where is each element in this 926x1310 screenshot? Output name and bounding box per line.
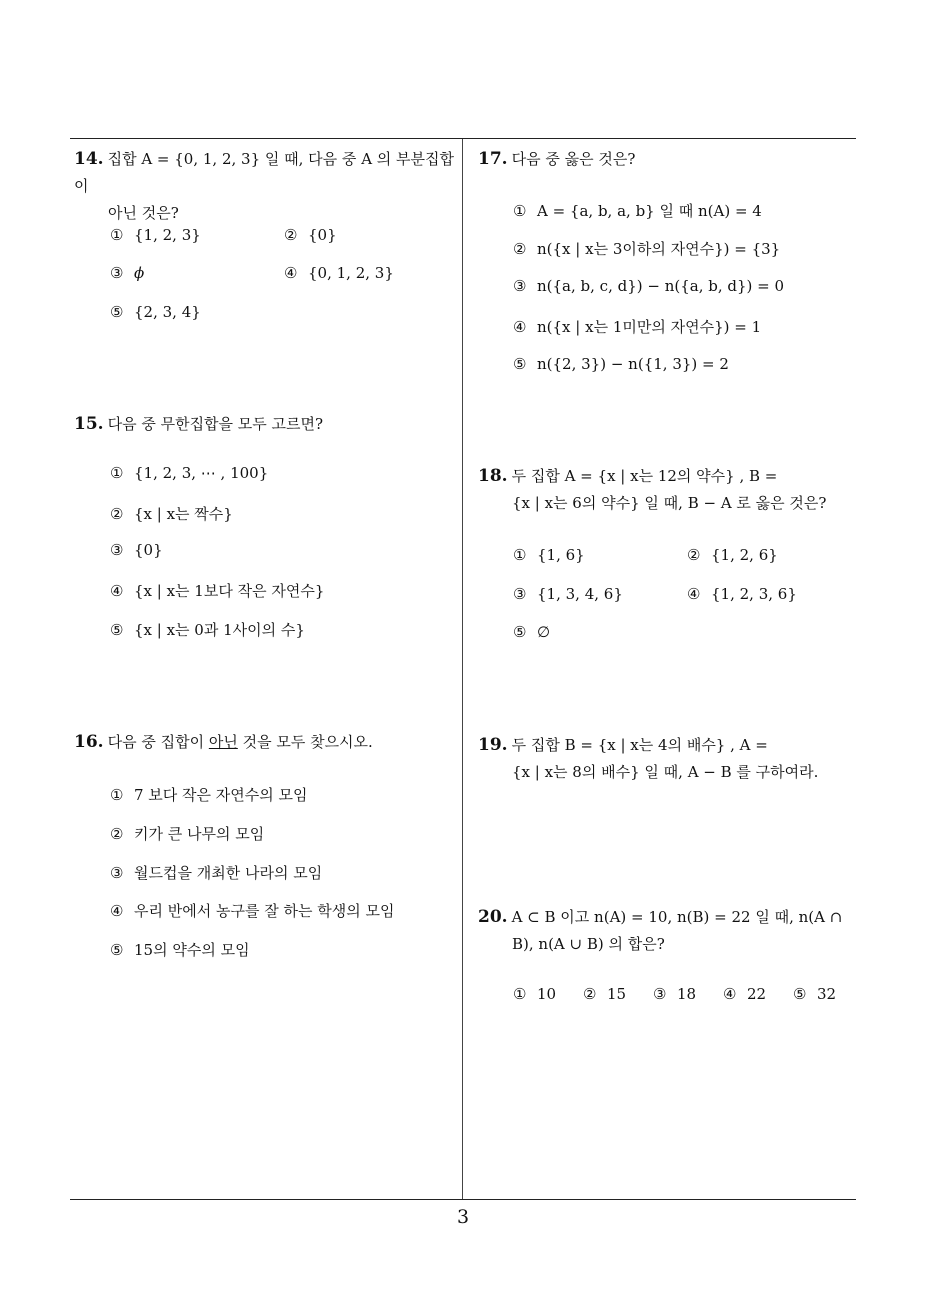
option-mark: ③ — [110, 541, 124, 559]
question-text: 집합 A = {0, 1, 2, 3} 일 때, 다음 중 A 의 부분집합이 — [74, 150, 455, 195]
question-text: 다음 중 집합이 — [107, 733, 209, 751]
question-text-continued: {x | x는 6의 약수} 일 때, B − A 로 옳은 것은? — [512, 494, 827, 512]
option-mark: ① — [513, 985, 527, 1003]
option-mark: ⑤ — [110, 621, 124, 639]
top-rule — [70, 138, 856, 139]
option-1[interactable] — [110, 784, 308, 805]
option-mark: ② — [284, 226, 298, 244]
option-mark: ② — [110, 825, 124, 843]
option-text: n({x | x는 3이하의 자연수}) = {3} — [537, 240, 781, 258]
option-1[interactable] — [110, 226, 201, 244]
option-text: {1, 3, 4, 6} — [537, 585, 623, 603]
option-mark: ② — [687, 546, 701, 564]
option-2[interactable] — [583, 985, 626, 1003]
option-mark: ④ — [284, 264, 298, 282]
question-number: 20. — [478, 907, 508, 927]
option-mark: ③ — [513, 585, 527, 603]
option-mark: ① — [513, 202, 527, 220]
option-3[interactable] — [110, 541, 163, 559]
option-4[interactable] — [284, 264, 394, 282]
option-mark: ② — [110, 505, 124, 523]
underlined-word: 아닌 — [208, 733, 238, 751]
question-number: 19. — [478, 735, 508, 755]
option-4[interactable] — [513, 316, 761, 337]
question-text-continued: 아닌 것은? — [108, 204, 179, 222]
option-mark: ③ — [513, 277, 527, 295]
question-16 — [74, 729, 458, 756]
option-mark: ③ — [110, 264, 124, 282]
option-text: {1, 2, 3, ⋯ , 100} — [134, 464, 269, 482]
question-text: 다음 중 옳은 것은? — [511, 150, 636, 168]
option-text: 22 — [747, 985, 767, 1003]
question-text: A ⊂ B 이고 n(A) = 10, n(B) = 22 일 때, n(A ∩ — [511, 908, 843, 926]
option-2[interactable] — [110, 503, 233, 524]
option-text: {1, 2, 3, 6} — [711, 585, 797, 603]
question-16-stem — [74, 729, 458, 756]
question-text: 다음 중 무한집합을 모두 고르면? — [107, 415, 324, 433]
question-text-continued: {x | x는 8의 배수} 일 때, A − B 를 구하여라. — [512, 763, 819, 781]
page-number: 3 — [456, 1206, 470, 1228]
option-text: {x | x는 짝수} — [134, 505, 233, 523]
option-mark: ⑤ — [513, 623, 527, 641]
option-4[interactable] — [110, 900, 394, 921]
option-mark: ⑤ — [793, 985, 807, 1003]
option-4[interactable] — [110, 580, 324, 601]
question-20 — [478, 904, 858, 958]
option-text: 32 — [817, 985, 837, 1003]
option-mark: ③ — [653, 985, 667, 1003]
option-text: {x | x는 0과 1사이의 수} — [134, 621, 305, 639]
question-19-stem — [478, 732, 858, 786]
option-5[interactable] — [513, 355, 729, 373]
question-text: 두 집합 B = {x | x는 4의 배수} , A = — [511, 736, 768, 754]
option-3[interactable] — [110, 862, 322, 883]
option-1[interactable] — [513, 546, 585, 564]
option-mark: ④ — [513, 318, 527, 336]
option-text: {1, 2, 3} — [134, 226, 201, 244]
option-3[interactable] — [110, 264, 144, 282]
option-text: A = {a, b, a, b} 일 때 n(A) = 4 — [537, 202, 762, 220]
option-5[interactable] — [110, 939, 250, 960]
question-14 — [74, 146, 458, 227]
question-15-stem — [74, 411, 458, 438]
option-text: 15 — [607, 985, 627, 1003]
question-number: 15. — [74, 414, 104, 434]
option-text: {1, 6} — [537, 546, 585, 564]
option-5[interactable] — [110, 303, 201, 321]
option-text: 10 — [537, 985, 557, 1003]
option-mark: ④ — [687, 585, 701, 603]
option-text: {0} — [134, 541, 163, 559]
option-2[interactable] — [110, 823, 264, 844]
option-text: {2, 3, 4} — [134, 303, 201, 321]
option-5[interactable] — [513, 623, 550, 641]
option-mark: ④ — [110, 902, 124, 920]
question-20-stem — [478, 904, 858, 958]
option-3[interactable] — [513, 277, 784, 295]
option-text: 15의 약수의 모임 — [134, 941, 250, 959]
option-mark: ⑤ — [110, 941, 124, 959]
option-5[interactable] — [793, 985, 836, 1003]
question-text: 두 집합 A = {x | x는 12의 약수} , B = — [511, 467, 778, 485]
option-mark: ① — [110, 786, 124, 804]
question-18-stem — [478, 463, 858, 517]
question-17-stem — [478, 146, 858, 173]
option-text: 우리 반에서 농구를 잘 하는 학생의 모임 — [134, 902, 395, 920]
option-mark: ① — [110, 464, 124, 482]
question-19 — [478, 732, 858, 786]
option-1[interactable] — [513, 985, 556, 1003]
option-mark: ⑤ — [513, 355, 527, 373]
option-mark: ④ — [110, 582, 124, 600]
option-text: {1, 2, 6} — [711, 546, 778, 564]
option-text: 18 — [677, 985, 697, 1003]
option-3[interactable] — [653, 985, 696, 1003]
question-number: 17. — [478, 149, 508, 169]
option-1[interactable] — [513, 200, 762, 221]
column-divider — [462, 139, 463, 1199]
option-2[interactable] — [284, 226, 337, 244]
option-text: n({a, b, c, d}) − n({a, b, d}) = 0 — [537, 277, 785, 295]
question-18 — [478, 463, 858, 517]
option-5[interactable] — [110, 619, 305, 640]
option-1[interactable] — [110, 464, 268, 482]
question-number: 16. — [74, 732, 104, 752]
option-text: n({2, 3}) − n({1, 3}) = 2 — [537, 355, 729, 373]
option-mark: ③ — [110, 864, 124, 882]
option-4[interactable] — [723, 985, 766, 1003]
option-mark: ② — [513, 240, 527, 258]
question-15 — [74, 411, 458, 438]
option-mark: ⑤ — [110, 303, 124, 321]
option-text: {x | x는 1보다 작은 자연수} — [134, 582, 325, 600]
option-text: n({x | x는 1미만의 자연수}) = 1 — [537, 318, 762, 336]
question-text-continued: B), n(A ∪ B) 의 합은? — [512, 935, 665, 953]
option-text: 7 보다 작은 자연수의 모임 — [134, 786, 308, 804]
option-text: 월드컵을 개최한 나라의 모임 — [134, 864, 323, 882]
question-number: 18. — [478, 466, 508, 486]
option-mark: ① — [110, 226, 124, 244]
option-mark: ② — [583, 985, 597, 1003]
question-number: 14. — [74, 149, 104, 169]
option-2[interactable] — [687, 546, 778, 564]
question-text-end: 것을 모두 찾으시오. — [237, 733, 373, 751]
option-text: {0, 1, 2, 3} — [308, 264, 394, 282]
option-mark: ① — [513, 546, 527, 564]
option-4[interactable] — [687, 585, 797, 603]
question-14-stem — [74, 146, 458, 227]
question-17 — [478, 146, 858, 173]
option-2[interactable] — [513, 238, 780, 259]
option-text: 키가 큰 나무의 모임 — [134, 825, 265, 843]
option-text: {0} — [308, 226, 337, 244]
option-3[interactable] — [513, 585, 623, 603]
bottom-rule — [70, 1199, 856, 1200]
option-text: ∅ — [537, 623, 551, 641]
option-mark: ④ — [723, 985, 737, 1003]
option-text: ϕ — [134, 264, 145, 282]
